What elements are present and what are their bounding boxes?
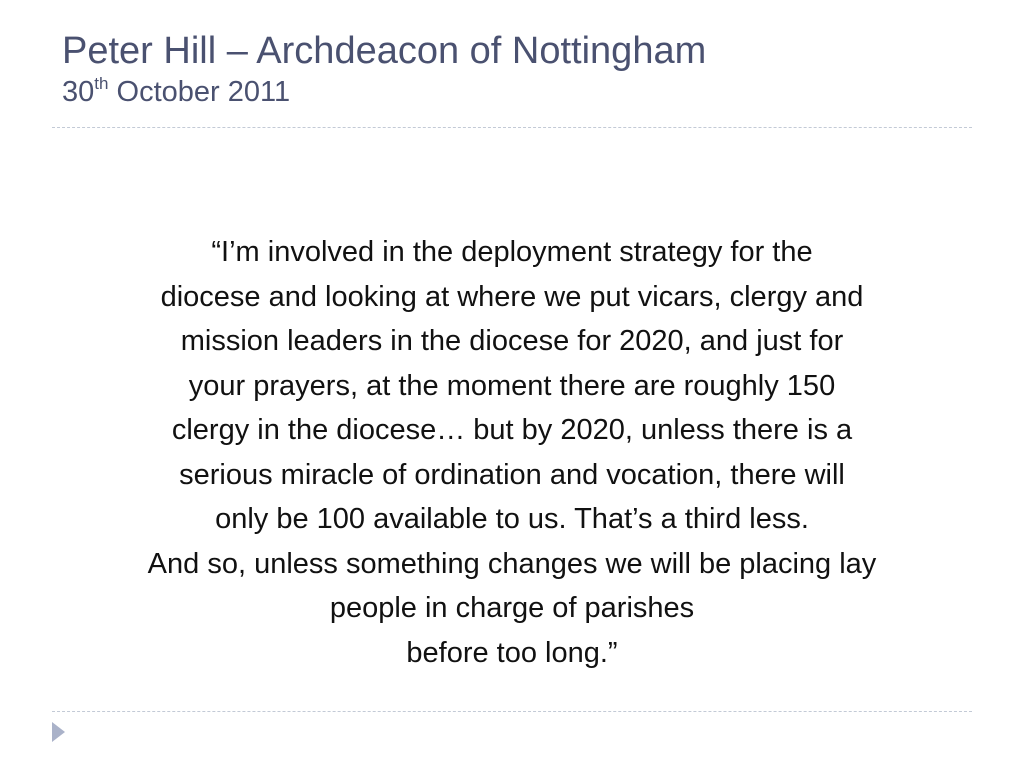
slide-title: Peter Hill – Archdeacon of Nottingham: [62, 30, 707, 72]
title-block: [62, 28, 1002, 110]
date-suffix: th: [94, 74, 109, 93]
quote-line: “I’m involved in the deployment strategy for the: [211, 236, 813, 268]
date-day: 30: [62, 76, 95, 108]
bottom-divider: [52, 711, 972, 712]
quote-line: clergy in the diocese… but by 2020, unless there is a: [171, 414, 853, 446]
quote-line: mission leaders in the diocese for 2020, and just for: [180, 325, 844, 357]
quote-line: diocese and looking at where we put vicars, clergy and: [160, 280, 864, 313]
date-rest: October 2011: [108, 76, 291, 108]
triangle-bullet-icon: [52, 722, 65, 742]
quote-line: people in charge of parishes: [329, 592, 695, 624]
quote-line: your prayers, at the moment there are roughly 150: [188, 369, 836, 402]
quote-text: [70, 230, 954, 675]
quote-line: only be 100 available to us. That’s a third less.: [215, 503, 809, 535]
quote-line: And so, unless something changes we will be placing lay: [147, 547, 877, 580]
slide-date: [62, 74, 1002, 110]
top-divider: [52, 127, 972, 128]
quote-line: serious miracle of ordination and vocation, there will: [179, 458, 845, 491]
quote-line: before too long.”: [406, 636, 618, 669]
